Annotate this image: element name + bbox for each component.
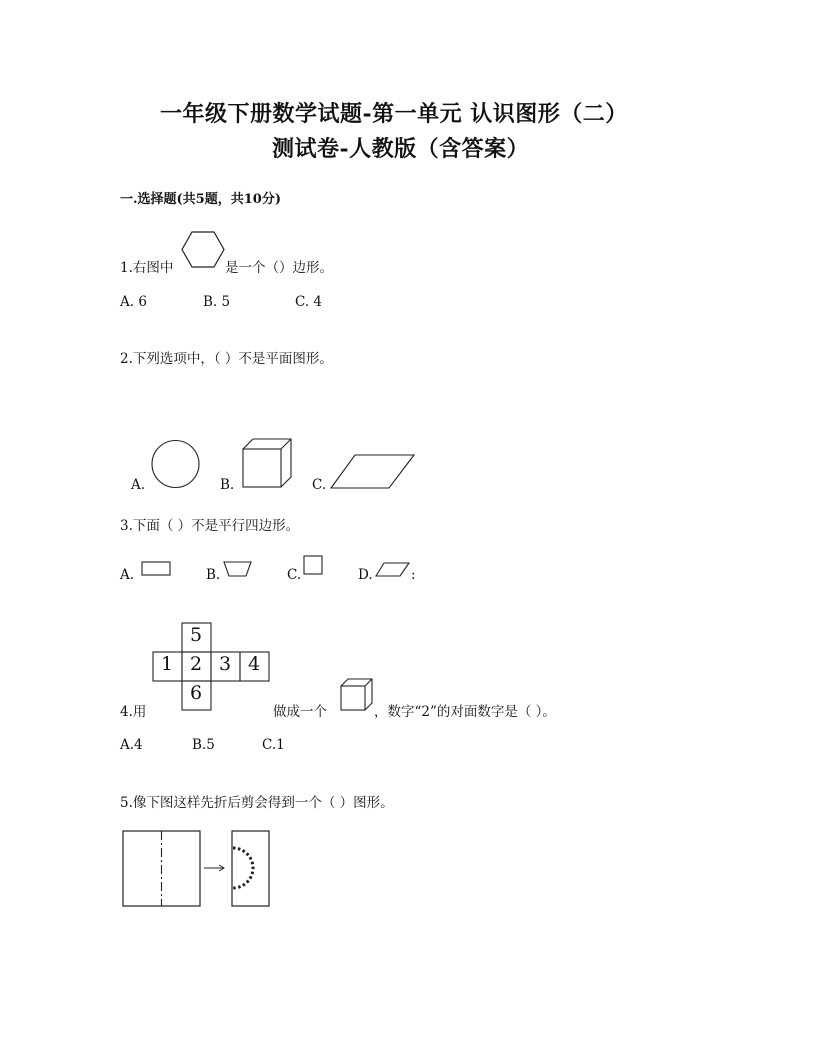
q2-text: 2.下列选项中，（ ）不是平面图形。 <box>120 351 333 367</box>
circle-figure <box>151 440 201 490</box>
q1-prefix: 1.右图中 <box>120 260 174 276</box>
rectangle-figure <box>141 561 171 577</box>
cube-figure <box>242 438 294 490</box>
q3-option-b[interactable]: B. <box>206 567 221 583</box>
q2-option-c[interactable]: C. <box>312 477 327 493</box>
trapezoid-figure <box>223 561 253 578</box>
q1-option-a[interactable]: A. 6 <box>120 294 147 310</box>
q4-option-b[interactable]: B.5 <box>192 737 215 753</box>
page-title-line2: 测试卷-人教版（含答案） <box>272 136 530 162</box>
q4-middle: 做成一个 <box>273 704 327 720</box>
net-number-center: 2 <box>190 653 203 675</box>
net-number-top: 5 <box>190 624 203 646</box>
small-parallelogram-figure <box>375 562 411 578</box>
page-title-line1: 一年级下册数学试题-第一单元 认识图形（二） <box>160 101 628 127</box>
q2-option-b[interactable]: B. <box>220 477 235 493</box>
q1-option-b[interactable]: B. 5 <box>203 294 231 310</box>
section-header: 一.选择题(共5题，共10分) <box>120 192 281 207</box>
q4-suffix: ，数字“2”的对面数字是（ ）。 <box>374 704 556 720</box>
fold-cut-figure <box>122 830 274 910</box>
parallelogram-figure <box>330 454 416 490</box>
q3-trailing-mark: : <box>411 567 416 583</box>
small-cube-figure <box>340 678 374 712</box>
q3-option-a[interactable]: A. <box>120 567 135 583</box>
net-number-right: 3 <box>219 653 232 675</box>
net-number-far-right: 4 <box>248 653 261 675</box>
net-number-left: 1 <box>161 653 174 675</box>
q1-option-c[interactable]: C. 4 <box>295 294 323 310</box>
q3-text: 3.下面（ ）不是平行四边形。 <box>120 518 300 534</box>
square-figure <box>303 555 324 576</box>
q4-option-a[interactable]: A.4 <box>120 737 143 753</box>
q2-option-a[interactable]: A. <box>131 477 146 493</box>
q4-option-c[interactable]: C.1 <box>262 737 285 753</box>
q5-text: 5.像下图这样先折后剪会得到一个（ ）图形。 <box>120 795 394 811</box>
q3-option-d[interactable]: D. <box>358 567 373 583</box>
q1-suffix: 是一个（）边形。 <box>225 260 333 276</box>
q3-option-c[interactable]: C. <box>287 567 302 583</box>
net-number-bottom: 6 <box>190 682 203 704</box>
q4-prefix: 4.用 <box>120 704 147 720</box>
hexagon-figure <box>181 231 225 269</box>
